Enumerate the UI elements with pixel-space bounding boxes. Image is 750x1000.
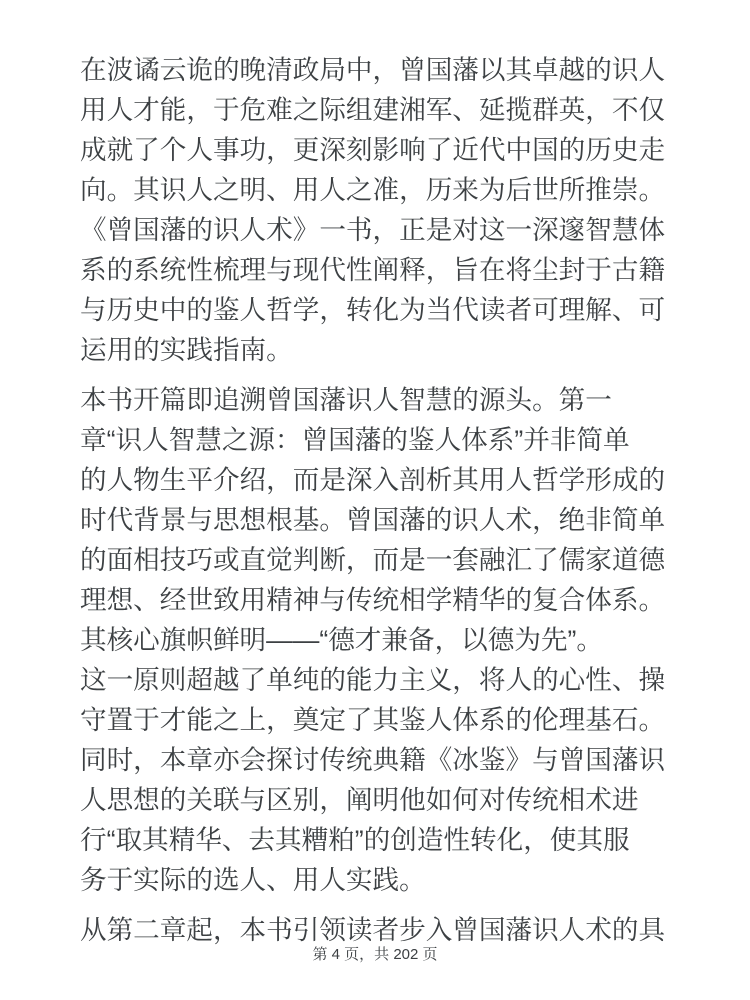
text-line: 系的系统性梳理与现代性阐释，旨在将尘封于古籍 [80,255,666,285]
text-line: 行“取其精华、去其糟粕”的创造性转化，使其服 [80,825,630,855]
text-line: 这一原则超越了单纯的能力主义，将人的心性、操 [80,665,666,695]
text-line: 《曾国藩的识人术》一书，正是对这一深邃智慧体 [80,215,666,245]
text-line: 用人才能，于危难之际组建湘军、延揽群英，不仅 [80,95,666,125]
text-line: 人思想的关联与区别，阐明他如何对传统相术进 [80,785,639,815]
paragraph-intro [80,50,690,370]
text-line: 与历史中的鉴人哲学，转化为当代读者可理解、可 [80,295,666,325]
text-line: 成就了个人事功，更深刻影响了近代中国的历史走 [80,135,666,165]
text-line: 其核心旗帜鲜明——“德才兼备，以德为先”。 [80,625,603,655]
paragraph-chapter-two [80,910,690,950]
text-line: 在波谲云诡的晚清政局中，曾国藩以其卓越的识人 [80,55,666,85]
document-body [80,50,690,960]
text-line: 时代背景与思想根基。曾国藩的识人术，绝非简单 [80,505,666,535]
text-line: 务于实际的选人、用人实践。 [80,865,426,895]
text-line: 同时，本章亦会探讨传统典籍《冰鉴》与曾国藩识 [80,745,666,775]
text-line: 向。其识人之明、用人之准，历来为后世所推崇。 [80,175,666,205]
text-line: 理想、经世致用精神与传统相学精华的复合体系。 [80,585,666,615]
text-line: 运用的实践指南。 [80,335,293,365]
text-line: 的面相技巧或直觉判断，而是一套融汇了儒家道德 [80,545,666,575]
text-line: 的人物生平介绍，而是深入剖析其用人哲学形成的 [80,465,666,495]
text-line: 本书开篇即追溯曾国藩识人智慧的源头。第一 [80,385,612,415]
text-line: 章“识人智慧之源：曾国藩的鉴人体系”并非简单 [80,425,630,455]
paragraph-chapter-one [80,380,690,900]
text-line: 从第二章起，本书引领读者步入曾国藩识人术的具 [80,915,666,945]
page-footer: 第 4 页，共 202 页 [312,946,438,963]
text-line: 守置于才能之上，奠定了其鉴人体系的伦理基石。 [80,705,666,735]
